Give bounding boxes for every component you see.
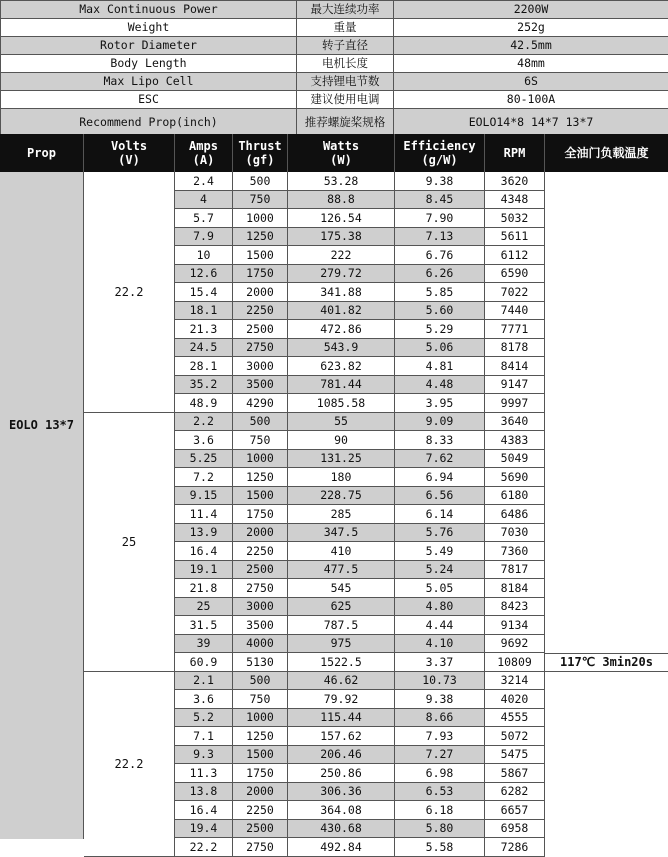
cell-watts: 341.88 xyxy=(288,283,395,301)
table-row xyxy=(175,302,545,321)
cell-thrust: 2000 xyxy=(233,283,288,301)
cell-rpm: 6958 xyxy=(485,820,545,838)
header-thrust: Thrust (gf) xyxy=(233,134,288,172)
cell-watts: 545 xyxy=(288,579,395,597)
cell-rpm: 3620 xyxy=(485,172,545,190)
cell-watts: 306.36 xyxy=(288,783,395,801)
cell-amps: 39 xyxy=(175,635,233,653)
table-row xyxy=(175,228,545,247)
cell-eff: 6.53 xyxy=(395,783,485,801)
cell-rpm: 5475 xyxy=(485,746,545,764)
cell-rpm: 3214 xyxy=(485,672,545,690)
cell-rpm: 5867 xyxy=(485,764,545,782)
cell-eff: 5.24 xyxy=(395,561,485,579)
cell-eff: 6.94 xyxy=(395,468,485,486)
table-header xyxy=(0,134,668,172)
table-row xyxy=(175,653,545,672)
cell-amps: 35.2 xyxy=(175,376,233,394)
cell-watts: 222 xyxy=(288,246,395,264)
cell-watts: 206.46 xyxy=(288,746,395,764)
cell-amps: 13.8 xyxy=(175,783,233,801)
spec-row xyxy=(1,55,668,73)
cell-eff: 5.29 xyxy=(395,320,485,338)
cell-thrust: 2500 xyxy=(233,561,288,579)
spec-row xyxy=(1,109,668,137)
cell-eff: 4.48 xyxy=(395,376,485,394)
cell-rpm: 9134 xyxy=(485,616,545,634)
cell-thrust: 1000 xyxy=(233,450,288,468)
cell-thrust: 1750 xyxy=(233,505,288,523)
table-row xyxy=(175,320,545,339)
spec-row xyxy=(1,37,668,55)
cell-thrust: 3000 xyxy=(233,598,288,616)
header-temperature: 全油门负载温度 xyxy=(545,134,668,172)
cell-amps: 5.25 xyxy=(175,450,233,468)
table-row xyxy=(175,579,545,598)
header-prop: Prop xyxy=(0,134,84,172)
spec-cn: 最大连续功率 xyxy=(297,1,394,19)
cell-thrust: 4290 xyxy=(233,394,288,412)
cell-eff: 7.90 xyxy=(395,209,485,227)
cell-amps: 9.3 xyxy=(175,746,233,764)
cell-thrust: 1250 xyxy=(233,727,288,745)
cell-watts: 364.08 xyxy=(288,801,395,819)
cell-amps: 19.1 xyxy=(175,561,233,579)
cell-watts: 787.5 xyxy=(288,616,395,634)
spec-row xyxy=(1,1,668,19)
table-row xyxy=(175,246,545,265)
cell-watts: 90 xyxy=(288,431,395,449)
cell-eff: 4.80 xyxy=(395,598,485,616)
cell-watts: 1522.5 xyxy=(288,653,395,671)
cell-rpm: 7440 xyxy=(485,302,545,320)
spec-cn: 推荐螺旋桨规格 xyxy=(297,109,394,137)
prop-label: EOLO 13*7 xyxy=(0,418,83,432)
cell-rpm: 7817 xyxy=(485,561,545,579)
spec-label: Max Continuous Power xyxy=(1,1,297,19)
table-row xyxy=(175,727,545,746)
volts-cell: 22.2 xyxy=(84,672,175,857)
cell-rpm: 5072 xyxy=(485,727,545,745)
cell-thrust: 2250 xyxy=(233,302,288,320)
cell-amps: 60.9 xyxy=(175,653,233,671)
table-row xyxy=(175,838,545,857)
cell-eff: 5.06 xyxy=(395,339,485,357)
cell-thrust: 1250 xyxy=(233,468,288,486)
spec-cn: 电机长度 xyxy=(297,55,394,73)
cell-rpm: 5032 xyxy=(485,209,545,227)
table-row xyxy=(175,265,545,284)
table-row xyxy=(175,283,545,302)
table-row xyxy=(175,339,545,358)
table-row xyxy=(175,431,545,450)
cell-amps: 2.1 xyxy=(175,672,233,690)
cell-thrust: 2000 xyxy=(233,524,288,542)
cell-thrust: 2250 xyxy=(233,801,288,819)
table-row xyxy=(175,505,545,524)
spec-label: Body Length xyxy=(1,55,297,73)
cell-eff: 10.73 xyxy=(395,672,485,690)
cell-amps: 13.9 xyxy=(175,524,233,542)
spec-value: 252g xyxy=(394,19,668,37)
cell-rpm: 9692 xyxy=(485,635,545,653)
spec-label: Weight xyxy=(1,19,297,37)
cell-eff: 6.18 xyxy=(395,801,485,819)
cell-eff: 8.45 xyxy=(395,191,485,209)
cell-watts: 401.82 xyxy=(288,302,395,320)
cell-rpm: 4555 xyxy=(485,709,545,727)
cell-amps: 18.1 xyxy=(175,302,233,320)
cell-eff: 5.05 xyxy=(395,579,485,597)
cell-rpm: 8423 xyxy=(485,598,545,616)
header-amps: Amps (A) xyxy=(175,134,233,172)
cell-watts: 347.5 xyxy=(288,524,395,542)
cell-amps: 5.7 xyxy=(175,209,233,227)
cell-rpm: 4383 xyxy=(485,431,545,449)
cell-amps: 10 xyxy=(175,246,233,264)
cell-rpm: 5049 xyxy=(485,450,545,468)
temperature-cell: 117℃ 3min20s xyxy=(545,653,668,672)
table-row xyxy=(175,394,545,413)
cell-eff: 6.14 xyxy=(395,505,485,523)
cell-amps: 9.15 xyxy=(175,487,233,505)
data-rows xyxy=(175,172,545,857)
spec-value: 80-100A xyxy=(394,91,668,109)
cell-thrust: 3000 xyxy=(233,357,288,375)
cell-rpm: 6112 xyxy=(485,246,545,264)
cell-watts: 1085.58 xyxy=(288,394,395,412)
table-row xyxy=(175,764,545,783)
cell-eff: 5.49 xyxy=(395,542,485,560)
cell-eff: 6.98 xyxy=(395,764,485,782)
header-rpm: RPM xyxy=(485,134,545,172)
cell-watts: 53.28 xyxy=(288,172,395,190)
cell-watts: 781.44 xyxy=(288,376,395,394)
spec-value: EOLO14*8 14*7 13*7 xyxy=(394,109,668,137)
cell-thrust: 1750 xyxy=(233,265,288,283)
cell-watts: 79.92 xyxy=(288,690,395,708)
spec-row xyxy=(1,19,668,37)
cell-amps: 21.3 xyxy=(175,320,233,338)
cell-thrust: 1500 xyxy=(233,487,288,505)
spec-cn: 支持锂电节数 xyxy=(297,73,394,91)
table-row xyxy=(175,783,545,802)
cell-watts: 279.72 xyxy=(288,265,395,283)
cell-watts: 410 xyxy=(288,542,395,560)
spec-label: Rotor Diameter xyxy=(1,37,297,55)
cell-rpm: 8184 xyxy=(485,579,545,597)
cell-thrust: 750 xyxy=(233,431,288,449)
cell-watts: 131.25 xyxy=(288,450,395,468)
cell-watts: 126.54 xyxy=(288,209,395,227)
cell-rpm: 6657 xyxy=(485,801,545,819)
spec-row xyxy=(1,91,668,109)
cell-watts: 175.38 xyxy=(288,228,395,246)
spec-cn: 转子直径 xyxy=(297,37,394,55)
cell-watts: 543.9 xyxy=(288,339,395,357)
cell-amps: 15.4 xyxy=(175,283,233,301)
spec-cn: 重量 xyxy=(297,19,394,37)
cell-amps: 19.4 xyxy=(175,820,233,838)
cell-amps: 22.2 xyxy=(175,838,233,856)
volts-cell: 22.2 xyxy=(84,172,175,413)
cell-thrust: 500 xyxy=(233,413,288,431)
cell-thrust: 1500 xyxy=(233,746,288,764)
cell-watts: 623.82 xyxy=(288,357,395,375)
spec-label: Max Lipo Cell xyxy=(1,73,297,91)
cell-amps: 2.4 xyxy=(175,172,233,190)
cell-thrust: 750 xyxy=(233,690,288,708)
cell-thrust: 2750 xyxy=(233,838,288,856)
prop-cell xyxy=(0,172,84,839)
cell-watts: 228.75 xyxy=(288,487,395,505)
cell-amps: 11.4 xyxy=(175,505,233,523)
cell-thrust: 750 xyxy=(233,191,288,209)
cell-amps: 4 xyxy=(175,191,233,209)
cell-thrust: 3500 xyxy=(233,376,288,394)
cell-thrust: 2750 xyxy=(233,339,288,357)
cell-rpm: 6180 xyxy=(485,487,545,505)
cell-thrust: 1000 xyxy=(233,209,288,227)
cell-thrust: 2500 xyxy=(233,320,288,338)
spec-row xyxy=(1,73,668,91)
cell-watts: 975 xyxy=(288,635,395,653)
cell-amps: 7.2 xyxy=(175,468,233,486)
cell-eff: 9.38 xyxy=(395,172,485,190)
cell-amps: 7.9 xyxy=(175,228,233,246)
table-row xyxy=(175,820,545,839)
table-row xyxy=(175,191,545,210)
cell-eff: 9.38 xyxy=(395,690,485,708)
cell-eff: 8.66 xyxy=(395,709,485,727)
table-row xyxy=(175,450,545,469)
spec-label: ESC xyxy=(1,91,297,109)
cell-thrust: 2250 xyxy=(233,542,288,560)
cell-amps: 11.3 xyxy=(175,764,233,782)
cell-amps: 21.8 xyxy=(175,579,233,597)
cell-rpm: 9147 xyxy=(485,376,545,394)
cell-amps: 2.2 xyxy=(175,413,233,431)
cell-rpm: 5611 xyxy=(485,228,545,246)
cell-eff: 4.10 xyxy=(395,635,485,653)
cell-watts: 157.62 xyxy=(288,727,395,745)
cell-thrust: 3500 xyxy=(233,616,288,634)
table-row xyxy=(175,690,545,709)
spec-value: 42.5mm xyxy=(394,37,668,55)
cell-eff: 5.58 xyxy=(395,838,485,856)
cell-amps: 12.6 xyxy=(175,265,233,283)
cell-eff: 6.76 xyxy=(395,246,485,264)
cell-eff: 6.56 xyxy=(395,487,485,505)
cell-eff: 3.95 xyxy=(395,394,485,412)
cell-eff: 9.09 xyxy=(395,413,485,431)
cell-watts: 477.5 xyxy=(288,561,395,579)
cell-rpm: 7360 xyxy=(485,542,545,560)
cell-eff: 8.33 xyxy=(395,431,485,449)
cell-thrust: 4000 xyxy=(233,635,288,653)
cell-watts: 285 xyxy=(288,505,395,523)
header-watts: Watts (W) xyxy=(288,134,395,172)
cell-amps: 16.4 xyxy=(175,801,233,819)
cell-amps: 28.1 xyxy=(175,357,233,375)
cell-thrust: 500 xyxy=(233,172,288,190)
cell-amps: 16.4 xyxy=(175,542,233,560)
cell-thrust: 1000 xyxy=(233,709,288,727)
cell-watts: 625 xyxy=(288,598,395,616)
cell-rpm: 6486 xyxy=(485,505,545,523)
cell-amps: 5.2 xyxy=(175,709,233,727)
table-row xyxy=(175,672,545,691)
cell-watts: 115.44 xyxy=(288,709,395,727)
cell-rpm: 6590 xyxy=(485,265,545,283)
cell-amps: 3.6 xyxy=(175,690,233,708)
cell-eff: 7.27 xyxy=(395,746,485,764)
table-row xyxy=(175,413,545,432)
cell-eff: 5.76 xyxy=(395,524,485,542)
cell-rpm: 3640 xyxy=(485,413,545,431)
cell-eff: 7.93 xyxy=(395,727,485,745)
spec-value: 2200W xyxy=(394,1,668,19)
header-volts: Volts (V) xyxy=(84,134,175,172)
cell-eff: 5.60 xyxy=(395,302,485,320)
cell-eff: 7.13 xyxy=(395,228,485,246)
cell-amps: 25 xyxy=(175,598,233,616)
spec-label: Recommend Prop(inch) xyxy=(1,109,297,137)
cell-watts: 88.8 xyxy=(288,191,395,209)
spec-table xyxy=(0,0,668,137)
cell-rpm: 5690 xyxy=(485,468,545,486)
header-efficiency: Efficiency (g/W) xyxy=(395,134,485,172)
cell-rpm: 4348 xyxy=(485,191,545,209)
table-row xyxy=(175,746,545,765)
cell-watts: 180 xyxy=(288,468,395,486)
cell-rpm: 7286 xyxy=(485,838,545,856)
cell-watts: 55 xyxy=(288,413,395,431)
table-row xyxy=(175,801,545,820)
cell-rpm: 9997 xyxy=(485,394,545,412)
volts-cell: 25 xyxy=(84,413,175,672)
table-row xyxy=(175,524,545,543)
cell-watts: 46.62 xyxy=(288,672,395,690)
cell-amps: 3.6 xyxy=(175,431,233,449)
cell-eff: 4.44 xyxy=(395,616,485,634)
table-row xyxy=(175,172,545,191)
table-row xyxy=(175,616,545,635)
cell-thrust: 1250 xyxy=(233,228,288,246)
table-row xyxy=(175,357,545,376)
spec-value: 48mm xyxy=(394,55,668,73)
cell-eff: 5.85 xyxy=(395,283,485,301)
cell-rpm: 7771 xyxy=(485,320,545,338)
cell-watts: 430.68 xyxy=(288,820,395,838)
cell-amps: 48.9 xyxy=(175,394,233,412)
cell-rpm: 10809 xyxy=(485,653,545,671)
cell-amps: 24.5 xyxy=(175,339,233,357)
cell-watts: 492.84 xyxy=(288,838,395,856)
temperature-column xyxy=(545,172,668,839)
cell-rpm: 8178 xyxy=(485,339,545,357)
cell-eff: 5.80 xyxy=(395,820,485,838)
table-row xyxy=(175,487,545,506)
cell-eff: 3.37 xyxy=(395,653,485,671)
cell-amps: 31.5 xyxy=(175,616,233,634)
cell-eff: 7.62 xyxy=(395,450,485,468)
table-row xyxy=(175,598,545,617)
cell-thrust: 2750 xyxy=(233,579,288,597)
table-row xyxy=(175,376,545,395)
cell-thrust: 1750 xyxy=(233,764,288,782)
cell-rpm: 7030 xyxy=(485,524,545,542)
cell-watts: 472.86 xyxy=(288,320,395,338)
cell-thrust: 500 xyxy=(233,672,288,690)
cell-eff: 6.26 xyxy=(395,265,485,283)
cell-thrust: 1500 xyxy=(233,246,288,264)
data-table xyxy=(0,172,668,839)
table-row xyxy=(175,542,545,561)
cell-rpm: 6282 xyxy=(485,783,545,801)
table-row xyxy=(175,635,545,654)
cell-amps: 7.1 xyxy=(175,727,233,745)
spec-cn: 建议使用电调 xyxy=(297,91,394,109)
table-row xyxy=(175,468,545,487)
cell-thrust: 2000 xyxy=(233,783,288,801)
spec-value: 6S xyxy=(394,73,668,91)
cell-thrust: 2500 xyxy=(233,820,288,838)
table-row xyxy=(175,709,545,728)
cell-watts: 250.86 xyxy=(288,764,395,782)
cell-thrust: 5130 xyxy=(233,653,288,671)
cell-rpm: 8414 xyxy=(485,357,545,375)
cell-eff: 4.81 xyxy=(395,357,485,375)
table-row xyxy=(175,209,545,228)
table-row xyxy=(175,561,545,580)
cell-rpm: 7022 xyxy=(485,283,545,301)
cell-rpm: 4020 xyxy=(485,690,545,708)
